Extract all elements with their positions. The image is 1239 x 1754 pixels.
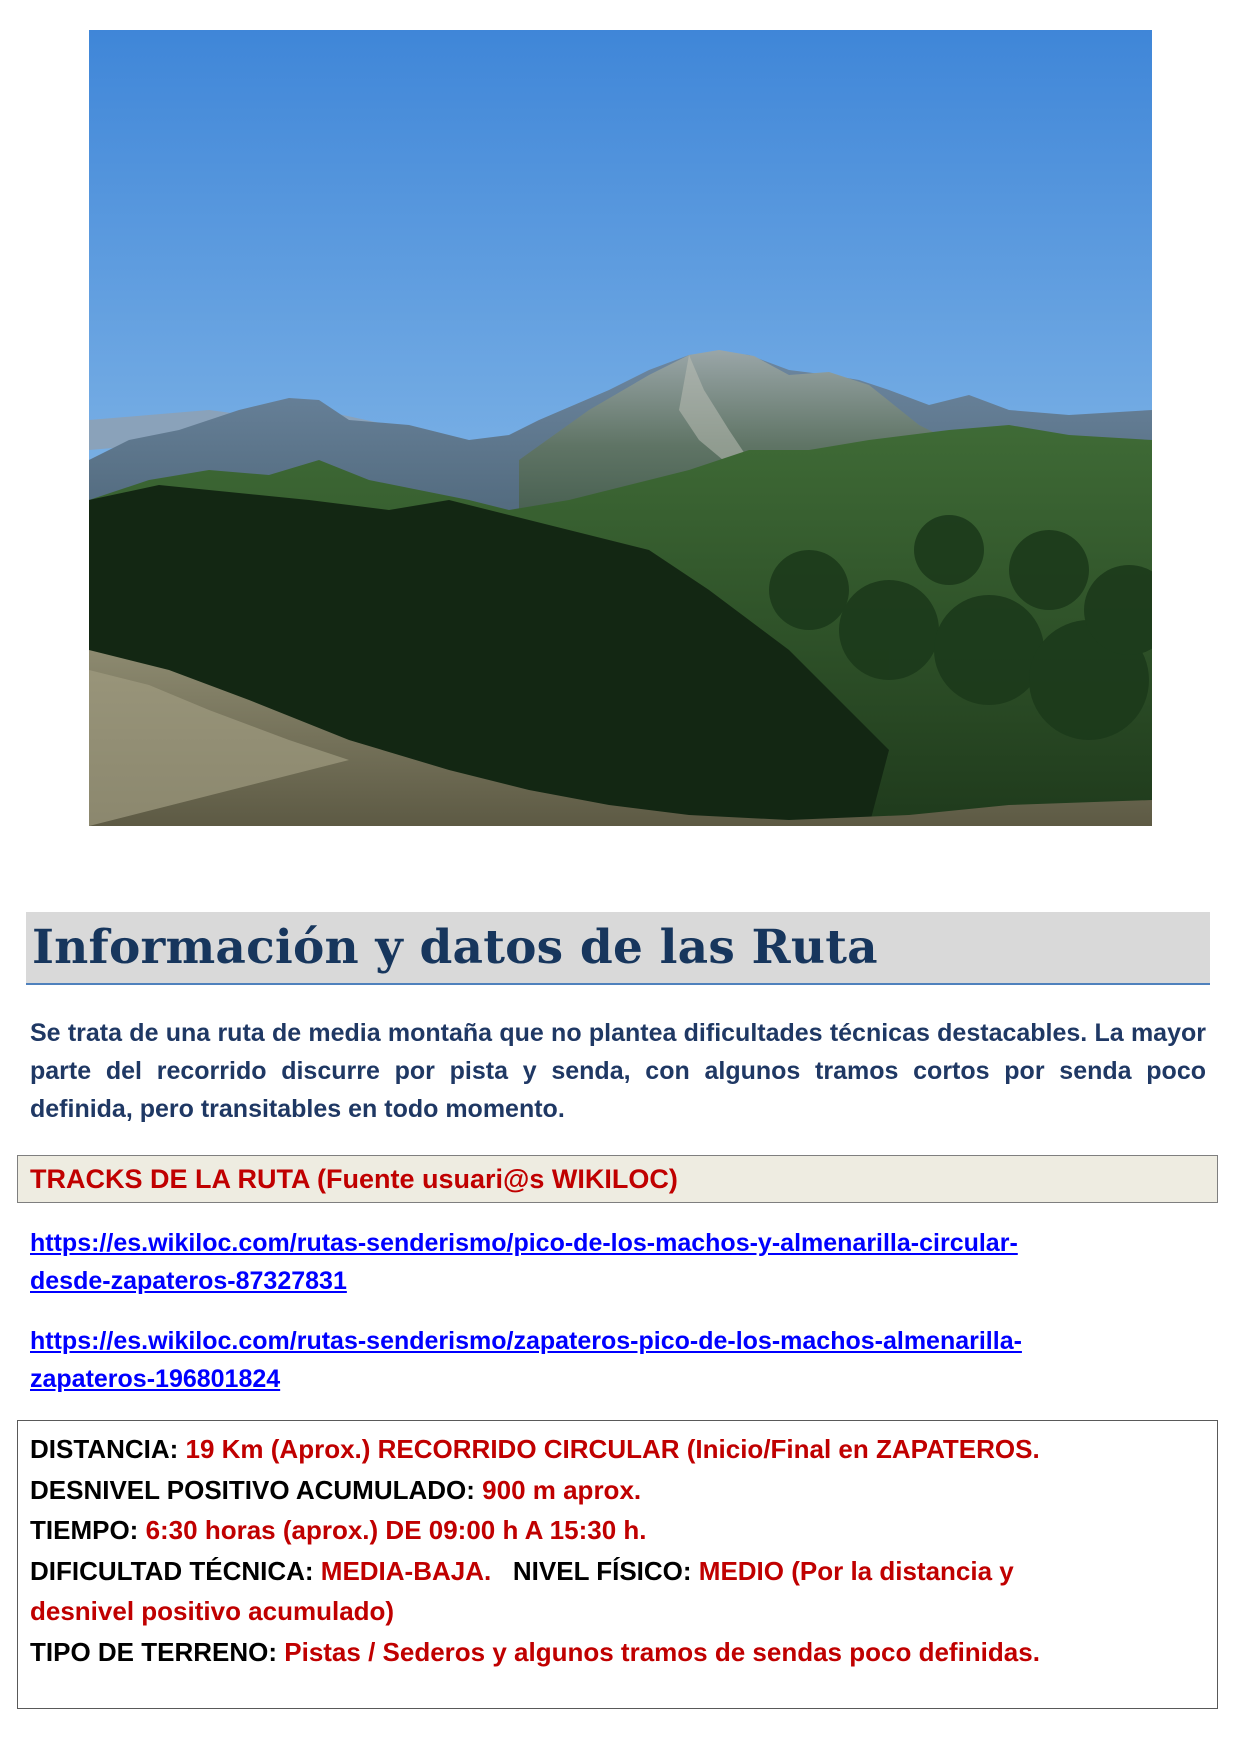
tracks-heading-box — [17, 1155, 1218, 1203]
section-title: Información y datos de las Ruta — [32, 920, 878, 975]
terrain-label: TIPO DE TERRENO: — [30, 1636, 285, 1667]
physical-level-label: NIVEL FÍSICO: — [512, 1555, 699, 1586]
wikiloc-link-1-line1[interactable]: https://es.wikiloc.com/rutas-senderismo/pico-de-los-machos-y-almenarilla-circular- — [30, 1229, 1018, 1257]
terrain-row — [30, 1632, 1217, 1673]
wikiloc-link-1[interactable] — [30, 1224, 1220, 1300]
elevation-row — [30, 1470, 1217, 1511]
wikiloc-link-1-line2[interactable]: desde-zapateros-87327831 — [30, 1267, 347, 1295]
elevation-label: DESNIVEL POSITIVO ACUMULADO: — [30, 1474, 483, 1505]
elevation-value: 900 m aprox. — [482, 1474, 642, 1505]
physical-level-value-line1: MEDIO (Por la distancia y — [698, 1555, 1014, 1586]
distance-value: 19 Km (Aprox.) RECORRIDO CIRCULAR (Inicio/Final en ZAPATEROS. — [185, 1434, 1040, 1464]
difficulty-row — [30, 1551, 1217, 1592]
distance-row — [30, 1429, 1217, 1470]
terrain-value: Pistas / Sederos y algunos tramos de sendas poco definidas. — [284, 1636, 1040, 1667]
mountain-landscape-photo — [89, 30, 1152, 826]
time-value: 6:30 horas (aprox.) DE 09:00 h A 15:30 h. — [145, 1515, 647, 1545]
tracks-title: TRACKS DE LA RUTA (Fuente usuari@s WIKILOC) — [30, 1164, 678, 1194]
intro-paragraph: Se trata de una ruta de media montaña que no plantea dificultades técnicas destacables. La mayor parte del recorrido discurre por pista y senda, con algunos tramos cortos por senda poco definida, pero transitables en todo momento. — [30, 1019, 1206, 1123]
distance-label: DISTANCIA: — [30, 1434, 186, 1464]
time-row — [30, 1510, 1217, 1551]
route-details-box — [17, 1420, 1218, 1709]
physical-level-row-cont — [30, 1591, 1217, 1632]
time-label: TIEMPO: — [30, 1515, 146, 1545]
difficulty-value: MEDIA-BAJA. — [320, 1555, 492, 1586]
mountain-photo-image — [89, 30, 1152, 826]
difficulty-label: DIFICULTAD TÉCNICA: — [30, 1555, 321, 1586]
wikiloc-link-2-line1[interactable]: https://es.wikiloc.com/rutas-senderismo/zapateros-pico-de-los-machos-almenarilla- — [30, 1327, 1022, 1355]
section-heading-bar — [26, 912, 1210, 985]
wikiloc-link-2[interactable] — [30, 1322, 1220, 1398]
physical-level-value-line2: desnivel positivo acumulado) — [30, 1596, 395, 1626]
wikiloc-link-2-line2[interactable]: zapateros-196801824 — [30, 1365, 281, 1393]
